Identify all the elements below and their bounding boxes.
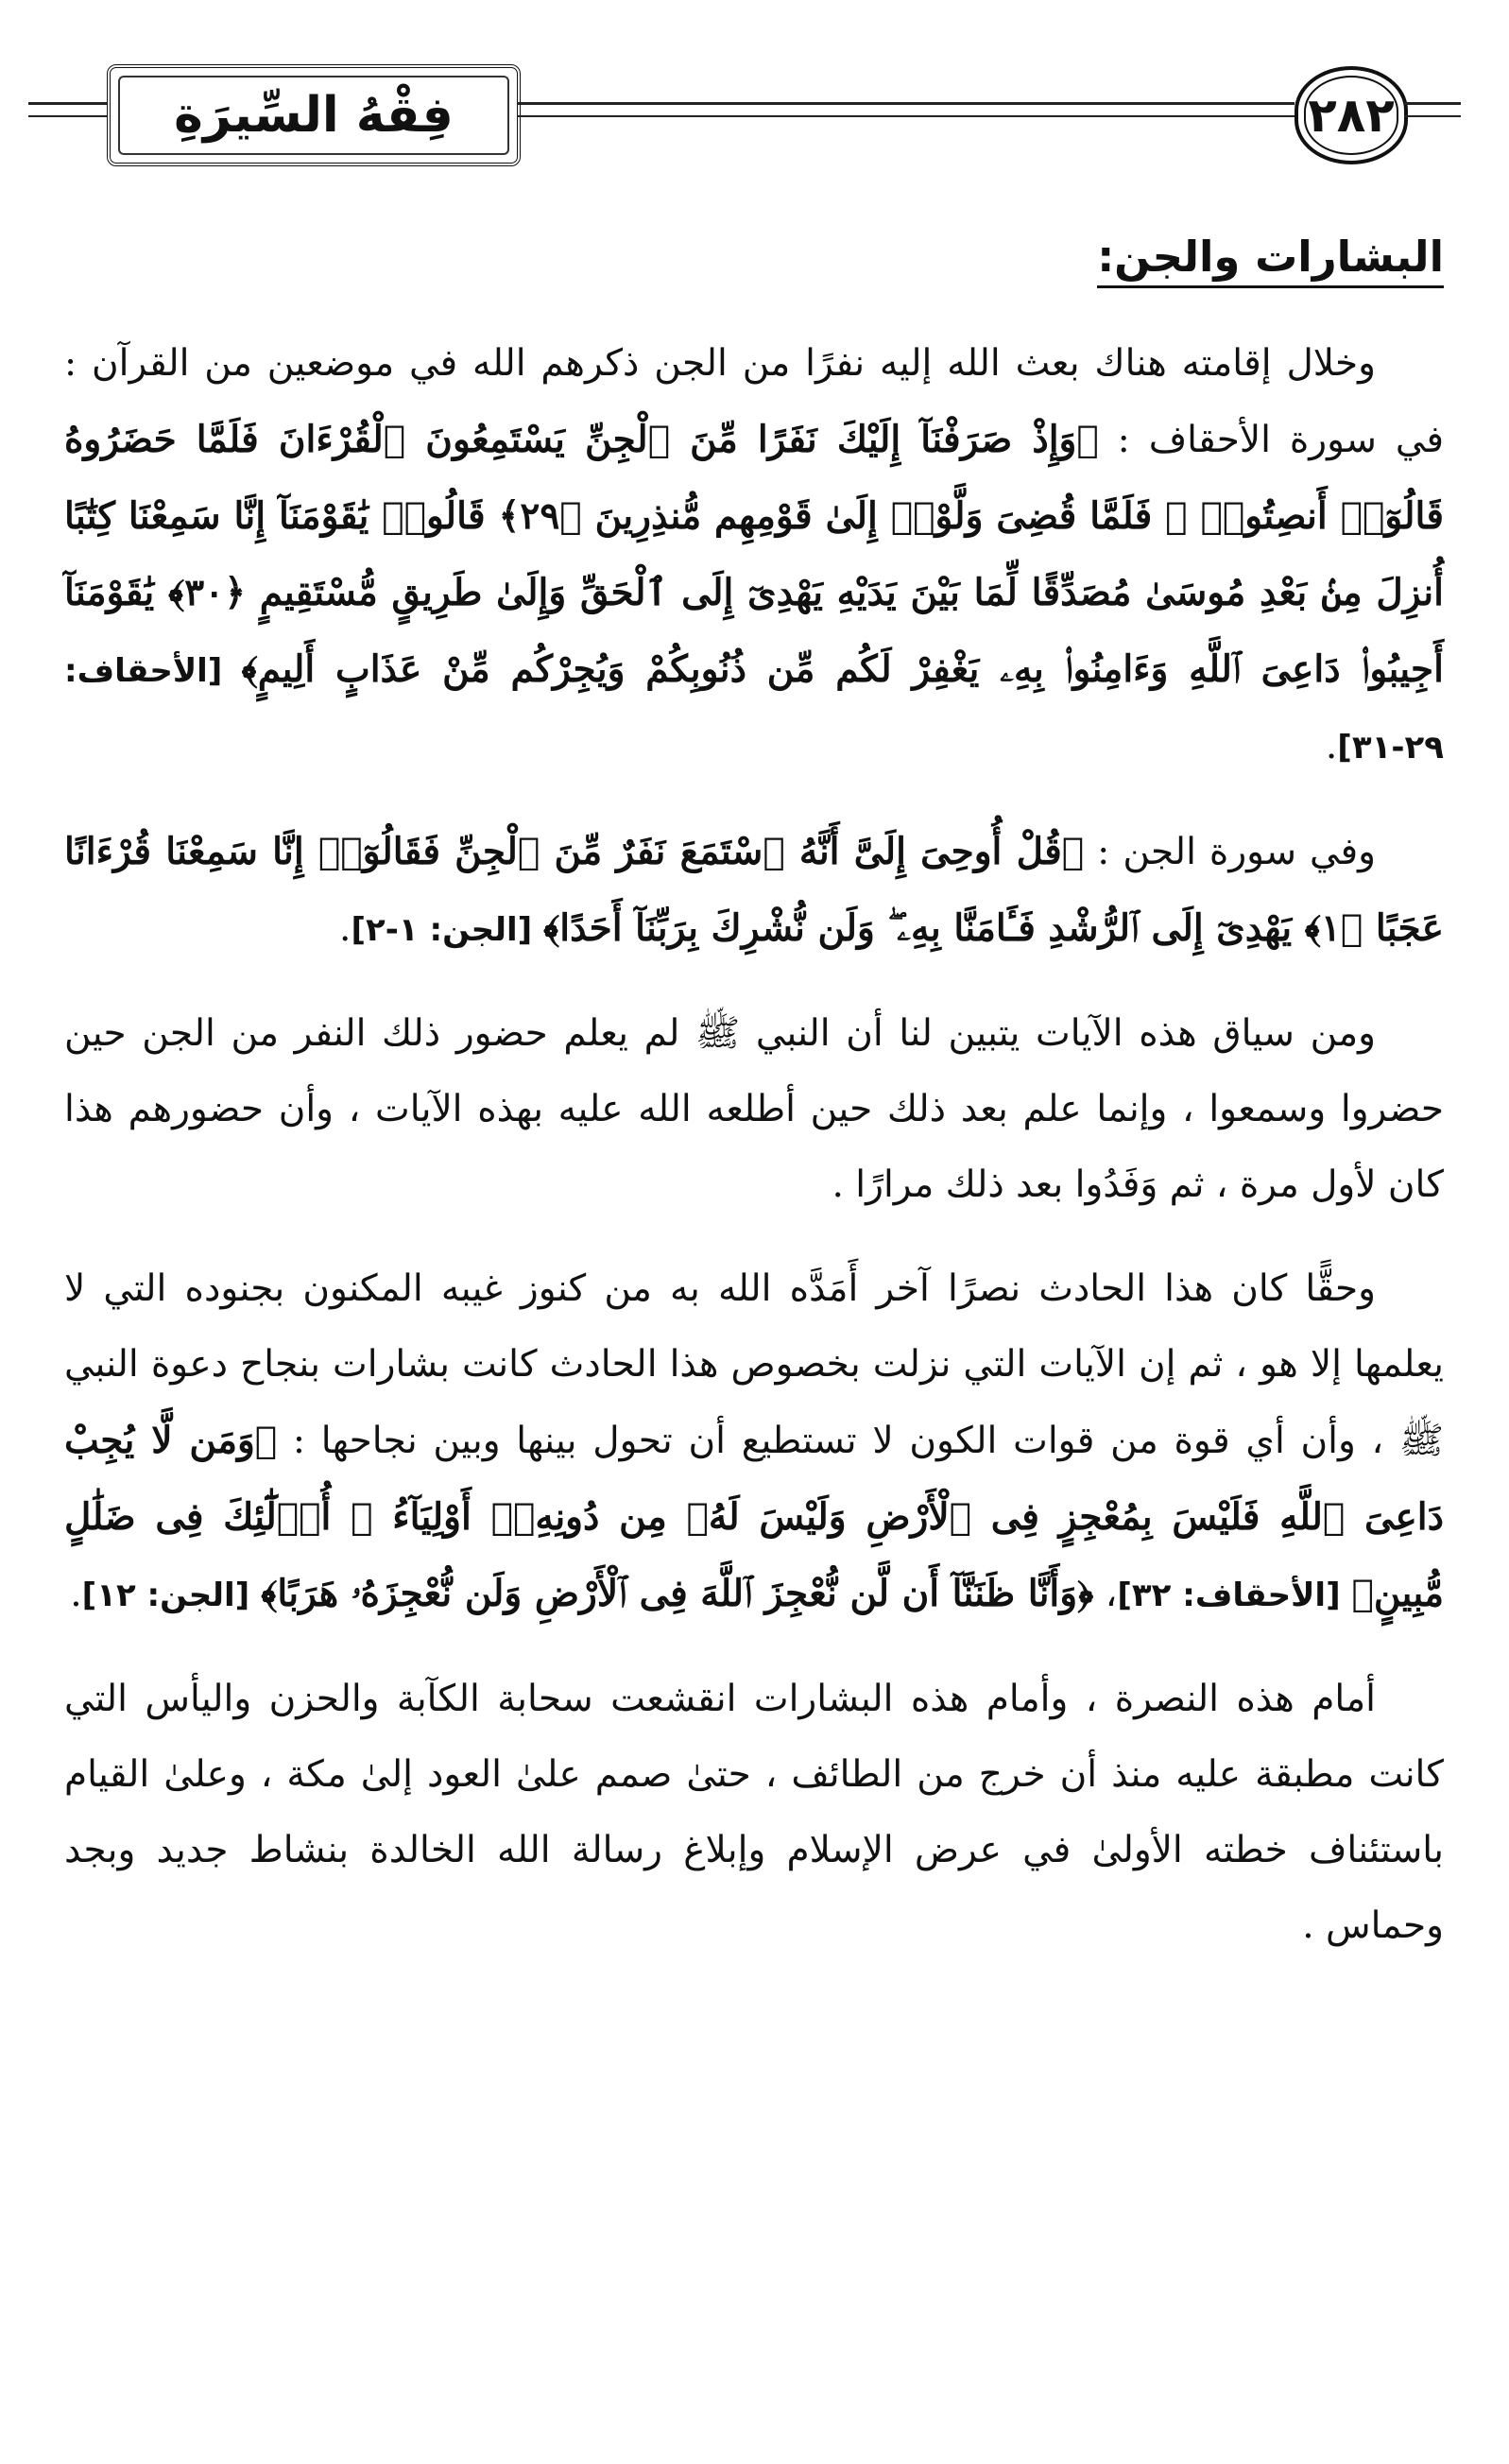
body-paragraph (64, 1251, 1444, 1633)
book-title-frame (107, 64, 521, 166)
header-rule-left-thin (28, 115, 107, 117)
body-paragraph (64, 996, 1444, 1223)
header-rule-middle (517, 102, 1295, 105)
section-title: البشارات والجن: (1097, 229, 1444, 288)
body-paragraph (64, 814, 1444, 968)
page-number: ٢٨٢ (1308, 88, 1395, 143)
paragraph-text: وحقًّا كان هذا الحادث نصرًا آخر أَمَدَّه الله به من كنوز غيبه المكنون بجنوده التي لا يعلمها إلا هو ، ثم إن الآيات التي نزلت بخصوص هذا الحادث كانت بشارات بنجاح دعوة النبي ﷺ ، وأن أي قوة من قوات الكون لا تستطيع أن تحول بينها وبين نجاحها : (64, 1267, 1444, 1462)
body-paragraph (64, 326, 1444, 785)
paragraph-text: . (339, 907, 352, 950)
quran-verse: ﴿وَمَن لَّا يُجِبْ دَاعِىَ ٱللَّهِ فَلَيْسَ بِمُعْجِزٍ فِى ٱلْأَرْضِ وَلَيْسَ لَهُۥ مِن دُونِهِۦٓ أَوْلِيَآءُ ۚ أُو۟لَٰٓئِكَ فِى ضَلَٰلٍ مُّبِينٍ﴾ (64, 1419, 1444, 1615)
paragraph-text: ومن سياق هذه الآيات يتبين لنا أن النبي ﷺ لم يعلم حضور ذلك النفر من الجن حين حضروا وسمعوا ، وإنما علم بعد ذلك حين أطلعه الله عليه بهذه الآيات ، وأن حضورهم هذا كان لأول مرة ، ثم وَفَدُوا بعد ذلك مرارًا . (64, 1012, 1444, 1206)
page-header (0, 47, 1509, 180)
verse-citation: [الجن: ١-٢] (351, 911, 543, 949)
paragraph-text: ، (1093, 1573, 1118, 1615)
paragraphs (64, 326, 1444, 1964)
verse-citation: [الأحقاف: ٢٩-٣١] (64, 652, 1444, 767)
paragraph-text: . (1325, 725, 1338, 767)
paragraph-text: وخلال إقامته هناك بعث الله إليه نفرًا من الجن ذكرهم الله في موضعين من القرآن : في سورة الأحقاف : (64, 342, 1444, 461)
body-paragraph (64, 1662, 1444, 1964)
page-content (64, 222, 1444, 1992)
header-rule-middle-thin (517, 115, 1295, 117)
paragraph-text: وفي سورة الجن : (1084, 831, 1376, 873)
page-number-frame (1295, 66, 1408, 164)
quran-verse: ﴿وَإِذْ صَرَفْنَآ إِلَيْكَ نَفَرًا مِّنَ ٱلْجِنِّ يَسْتَمِعُونَ ٱلْقُرْءَانَ فَلَمَّا حَضَرُوهُ قَالُوٓا۟ أَنصِتُوا۟ ۖ فَلَمَّا قُضِىَ وَلَّوْا۟ إِلَىٰ قَوْمِهِم مُّنذِرِينَ ﴿٢٩﴾ قَالُوا۟ يَٰقَوْمَنَآ إِنَّا سَمِعْنَا كِتَٰبًا أُنزِلَ مِنۢ بَعْدِ مُوسَىٰ مُصَدِّقًا لِّمَا بَيْنَ يَدَيْهِ يَهْدِىٓ إِلَى ٱلْحَقِّ وَإِلَىٰ طَرِيقٍ مُّسْتَقِيمٍ ﴿٣٠﴾ يَٰقَوْمَنَآ أَجِيبُوا۟ دَاعِىَ ٱللَّهِ وَءَامِنُوا۟ بِهِۦ يَغْفِرْ لَكُم مِّن ذُنُوبِكُمْ وَيُجِرْكُم مِّنْ عَذَابٍ أَلِيمٍ﴾ (64, 418, 1444, 691)
verse-citation: [الأحقاف: ٣٢] (1117, 1577, 1352, 1614)
quran-verse: ﴿قُلْ أُوحِىَ إِلَىَّ أَنَّهُ ٱسْتَمَعَ نَفَرٌ مِّنَ ٱلْجِنِّ فَقَالُوٓا۟ إِنَّا سَمِعْنَا قُرْءَانًا عَجَبًا ﴿١﴾ يَهْدِىٓ إِلَى ٱلرُّشْدِ فَـَٔامَنَّا بِهِۦ ۖ وَلَن نُّشْرِكَ بِرَبِّنَآ أَحَدًا﴾ (64, 830, 1444, 950)
header-rule-right-thin (1404, 115, 1461, 117)
paragraph-text: . (70, 1573, 82, 1615)
paragraph-text: أمام هذه النصرة ، وأمام هذه البشارات انقشعت سحابة الكآبة والحزن واليأس التي كانت مطبقة عليه منذ أن خرج من الطائف ، حتىٰ صمم علىٰ العود إلىٰ مكة ، وعلىٰ القيام باستئناف خطته الأولىٰ في عرض الإسلام وإبلاغ رسالة الله الخالدة بنشاط جديد وبجد وحماس . (64, 1678, 1444, 1947)
verse-citation: [الجن: ١٢] (81, 1577, 262, 1614)
header-rule-right (1404, 102, 1461, 105)
book-title: فِقْهُ السِّيرَةِ (174, 87, 454, 144)
header-rule-left (28, 102, 107, 105)
quran-verse: ﴿وَأَنَّا ظَنَنَّآ أَن لَّن نُّعْجِزَ ٱللَّهَ فِى ٱلْأَرْضِ وَلَن نُّعْجِزَهُۥ هَرَبًا﴾ (261, 1572, 1094, 1615)
